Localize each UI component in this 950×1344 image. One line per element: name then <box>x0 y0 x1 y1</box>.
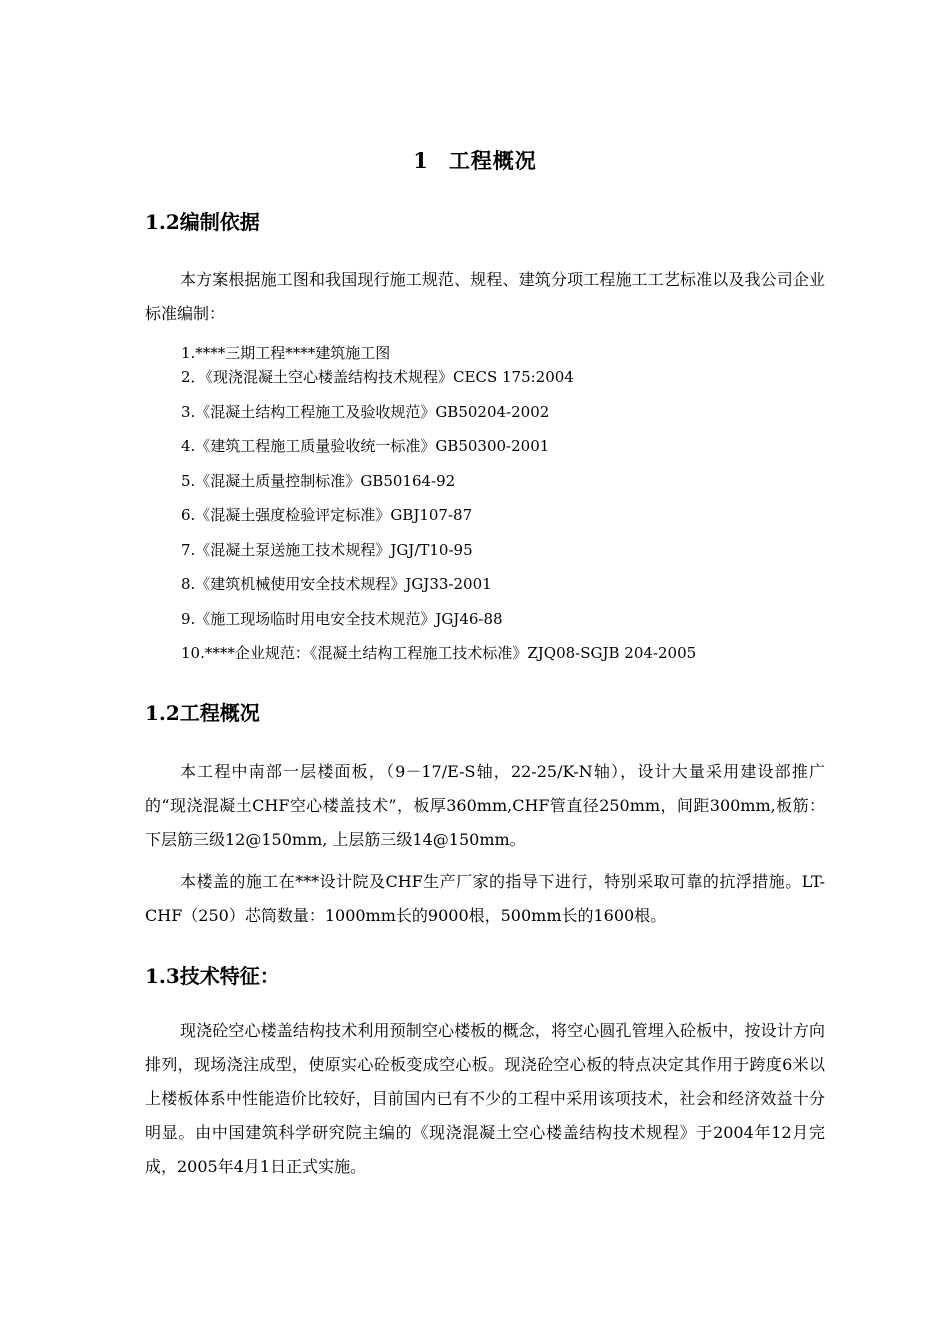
basis-intro-paragraph: 本方案根据施工图和我国现行施工规范、规程、建筑分项工程施工工艺标准以及我公司企业标准编制： <box>145 270 825 323</box>
reference-item: 6.《混凝土强度检验评定标准》GBJ107-87 <box>181 506 473 524</box>
reference-item: 2．《现浇混凝土空心楼盖结构技术规程》CECS 175:2004 <box>181 368 574 386</box>
reference-item: 8.《建筑机械使用安全技术规程》JGJ33-2001 <box>181 575 492 593</box>
title-number: 1 <box>413 148 429 173</box>
section-heading-basis: 1.2编制依据 <box>145 210 260 234</box>
reference-item: 1.****三期工程****建筑施工图 <box>181 344 391 362</box>
reference-item: 3.《混凝土结构工程施工及验收规范》GB50204-2002 <box>181 402 550 421</box>
reference-item: 4.《建筑工程施工质量验收统一标准》GB50300-2001 <box>181 437 550 455</box>
reference-item: 7.《混凝土泵送施工技术规程》JGJ/T10-95 <box>181 540 473 559</box>
overview-paragraph-2: 本楼盖的施工在***设计院及CHF生产厂家的指导下进行，特别采取可靠的抗浮措施。LT-CHF（250）芯筒数量：1000mm长的9000根，500mm长的1600根。 <box>145 872 825 925</box>
reference-item: 9.《施工现场临时用电安全技术规范》JGJ46-88 <box>181 609 503 628</box>
reference-item: 5.《混凝土质量控制标准》GB50164-92 <box>181 471 456 490</box>
section-heading-overview: 1.2工程概况 <box>145 701 260 725</box>
reference-item: 10.****企业规范：《混凝土结构工程施工技术标准》ZJQ08-SGJB 204-2005 <box>181 644 697 662</box>
page-title <box>0 145 950 175</box>
features-paragraph: 现浇砼空心楼盖结构技术利用预制空心楼板的概念，将空心圆孔管埋入砼板中，按设计方向排列，现场浇注成型，使原实心砼板变成空心板。现浇砼空心板的特点决定其作用于跨度6米以上楼板体系中性能造价比较好，目前国内已有不少的工程中采用该项技术，社会和经济效益十分明显。由中国建筑科学研究院主编的《现浇混凝土空心楼盖结构技术规程》于2004年12月完成，2005年4月1日正式实施。 <box>145 1021 825 1176</box>
title-text: 工程概况 <box>448 148 537 173</box>
section-heading-features: 1.3技术特征： <box>145 964 280 988</box>
reference-list <box>181 342 696 677</box>
overview-paragraph-1: 本工程中南部一层楼面板，（9－17/E-S轴，22-25/K-N轴），设计大量采用建设部推广的“现浇混凝土CHF空心楼盖技术”，板厚360mm,CHF管直径250mm，间距300mm,板筋：下层筋三级12@150mm, 上层筋三级14@150mm。 <box>145 762 825 849</box>
